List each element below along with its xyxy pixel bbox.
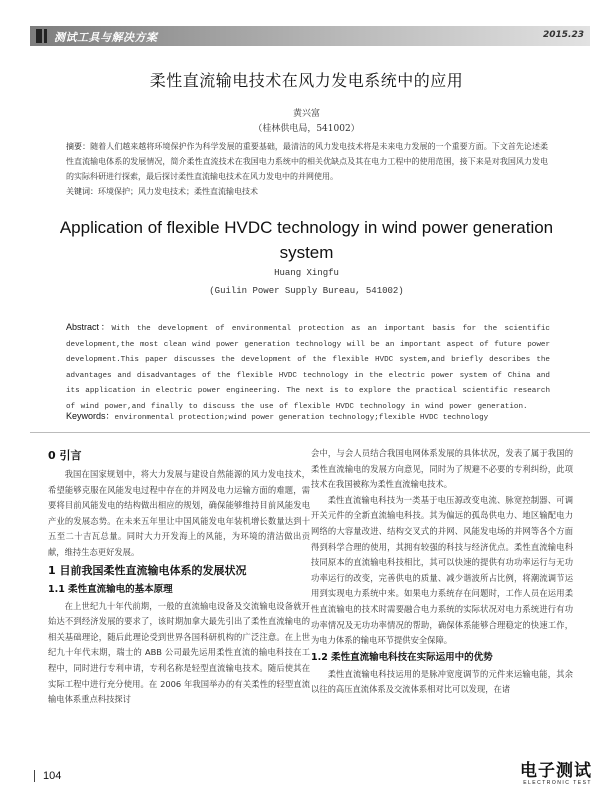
english-affiliation: (Guilin Power Supply Bureau, 541002) [209, 286, 404, 296]
section-header-band [30, 26, 590, 46]
page-number: 104 [34, 770, 61, 782]
paragraph: 我国在国家规划中，将大力发展与建设自然能源的风力发电技术，希望能够克服在风能发电过程中存在的并网及电力运输方面的难题，需要将目前风能发电的结构做出相应的规划，确保能够维持目前风能发电产业的发展态势。在未来五年里让中国风能发电年装机增长数量达到十五至二十吉瓦总量。同时大力开发海上的风能，为环境的清洁做出贡献，维持生态更好发展。 [48, 469, 310, 557]
issue-number: 2015.23 [543, 30, 584, 40]
chinese-keywords-label: 关键词： [66, 187, 98, 196]
paragraph: 柔性直流输电科技为一类基于电压源改变电流、脉宽控制器、可调开关元件的全新直流输电科技。其为偏远的孤岛供电力、地区输配电力网络的大容量改进、结构交叉式的并网、风能发电场的并网等各个方面得到科学合理的使用，其拥有较强的科技与经济优点。柔性直流输电科技同原本的直流输电科技相比，其可以快速的提供有功功率运行与无功功率运行的改变，完善供电的质量、减少谐波所占比例，将潮流调节运用到实现电力系统中来。如果电力系统存在问题时，工作人员在运用柔性直流输电的技术时需要融合电力系统的实际状况对电力系统进行有功功率情况及无功功率情况的帮助，确保体系能够合理稳定的快速工作，为电力体系的输电环节提供安全保障。 [311, 494, 573, 646]
paragraph: 在上世纪九十年代前期，一般的直流输电设备及交流输电设备就开始达不到经济发展的要求了，该时期加拿大最先引出了柔性直流输电的相关基础理论，随后此理论受到世界各国科研机构的广泛注意。在上世纪九十年代末期，瑞士的 ABB 公司最先运用柔性直流的输电科技在工程中，同时进行专利申请，专利名称是轻型直流输电技术。随后使其在实际工程中进行充分使用。在 2006 年我国举办的有关柔性的轻型直流输电体系重点科技探讨 [48, 600, 310, 705]
chinese-author: 黄兴富 [292, 109, 320, 119]
chinese-affiliation: （桂林供电局，541002） [253, 124, 360, 134]
english-keywords [66, 409, 550, 422]
paragraph: 会中，与会人员结合我国电网体系发展的具体状况，发表了属于我国的柔性直流输电的发展方向意见，同时为了规避不必要的专利纠纷，此项技术在我国被称为柔性直流输电技术。 [311, 448, 573, 490]
subsection-heading-1-1: 1.1 柔性直流输电的基本原理 [48, 583, 173, 595]
left-column [48, 446, 310, 708]
english-abstract [66, 320, 550, 415]
journal-logo [500, 762, 592, 786]
chinese-title: 柔性直流输电技术在风力发电系统中的应用 [149, 71, 464, 90]
english-abstract-text: With the development of environmental protection as an important basis for the scientific development,the most clean wind power generation technology will be an important aspect of future power development.This paper discusses the development of the flexible HVDC system,and briefly describes the advantages and disadvantages of the flexible HVDC technology in the electric power system of China and its application in electric power engineering. The next is to explore the practical scientific research of wind power,and finally to discuss the use of flexible HVDC technology in wind power generation. [66, 325, 550, 411]
english-keywords-label: Keywords： [66, 411, 115, 421]
section-heading-1: 1 目前我国柔性直流输电体系的发展状况 [48, 563, 247, 577]
subsection-heading-1-2: 1.2 柔性直流输电科技在实际运用中的优势 [311, 651, 493, 663]
section-heading-0: 0 引言 [48, 449, 82, 462]
chinese-abstract [66, 139, 548, 184]
chinese-abstract-text: 随着人们越来越将环境保护作为科学发展的重要基础，最清洁的风力发电技术将是未来电力发展的一个重要方面。下文首先论述柔性直流输电体系的发展情况，简介柔性直流技术在我国电力系统中的相关优缺点及其在电力工程中的使用范围，接下来是对我国风力发电的实际科研进行探索，最后探讨柔性直流输电技术在风力发电中的并网使用。 [66, 142, 549, 181]
english-author: Huang Xingfu [274, 268, 339, 278]
paragraph: 柔性直流输电科技运用的是脉冲宽度调节的元件来运输电能，其余以往的高压直流体系及交流体系相对比可以发现，在诸 [311, 668, 573, 695]
right-column [311, 446, 573, 698]
english-keywords-text: environmental protection;wind power generation technology;flexible HVDC technology [114, 414, 489, 422]
header-bar-mark-thin [44, 29, 47, 43]
english-title: Application of flexible HVDC technology in wind power generation system [59, 218, 554, 262]
journal-logo-en: ELECTRONIC TEST [523, 780, 592, 786]
header-bar-mark [36, 29, 42, 43]
chinese-keywords-text: 环境保护；风力发电技术；柔性直流输电技术 [98, 187, 258, 196]
divider [30, 432, 590, 433]
section-title: 测试工具与解决方案 [54, 31, 158, 44]
chinese-keywords [66, 186, 548, 197]
english-abstract-label: Abstract： [66, 322, 112, 332]
journal-logo-cn: 电子测试 [520, 761, 592, 781]
chinese-abstract-label: 摘要： [66, 142, 91, 151]
